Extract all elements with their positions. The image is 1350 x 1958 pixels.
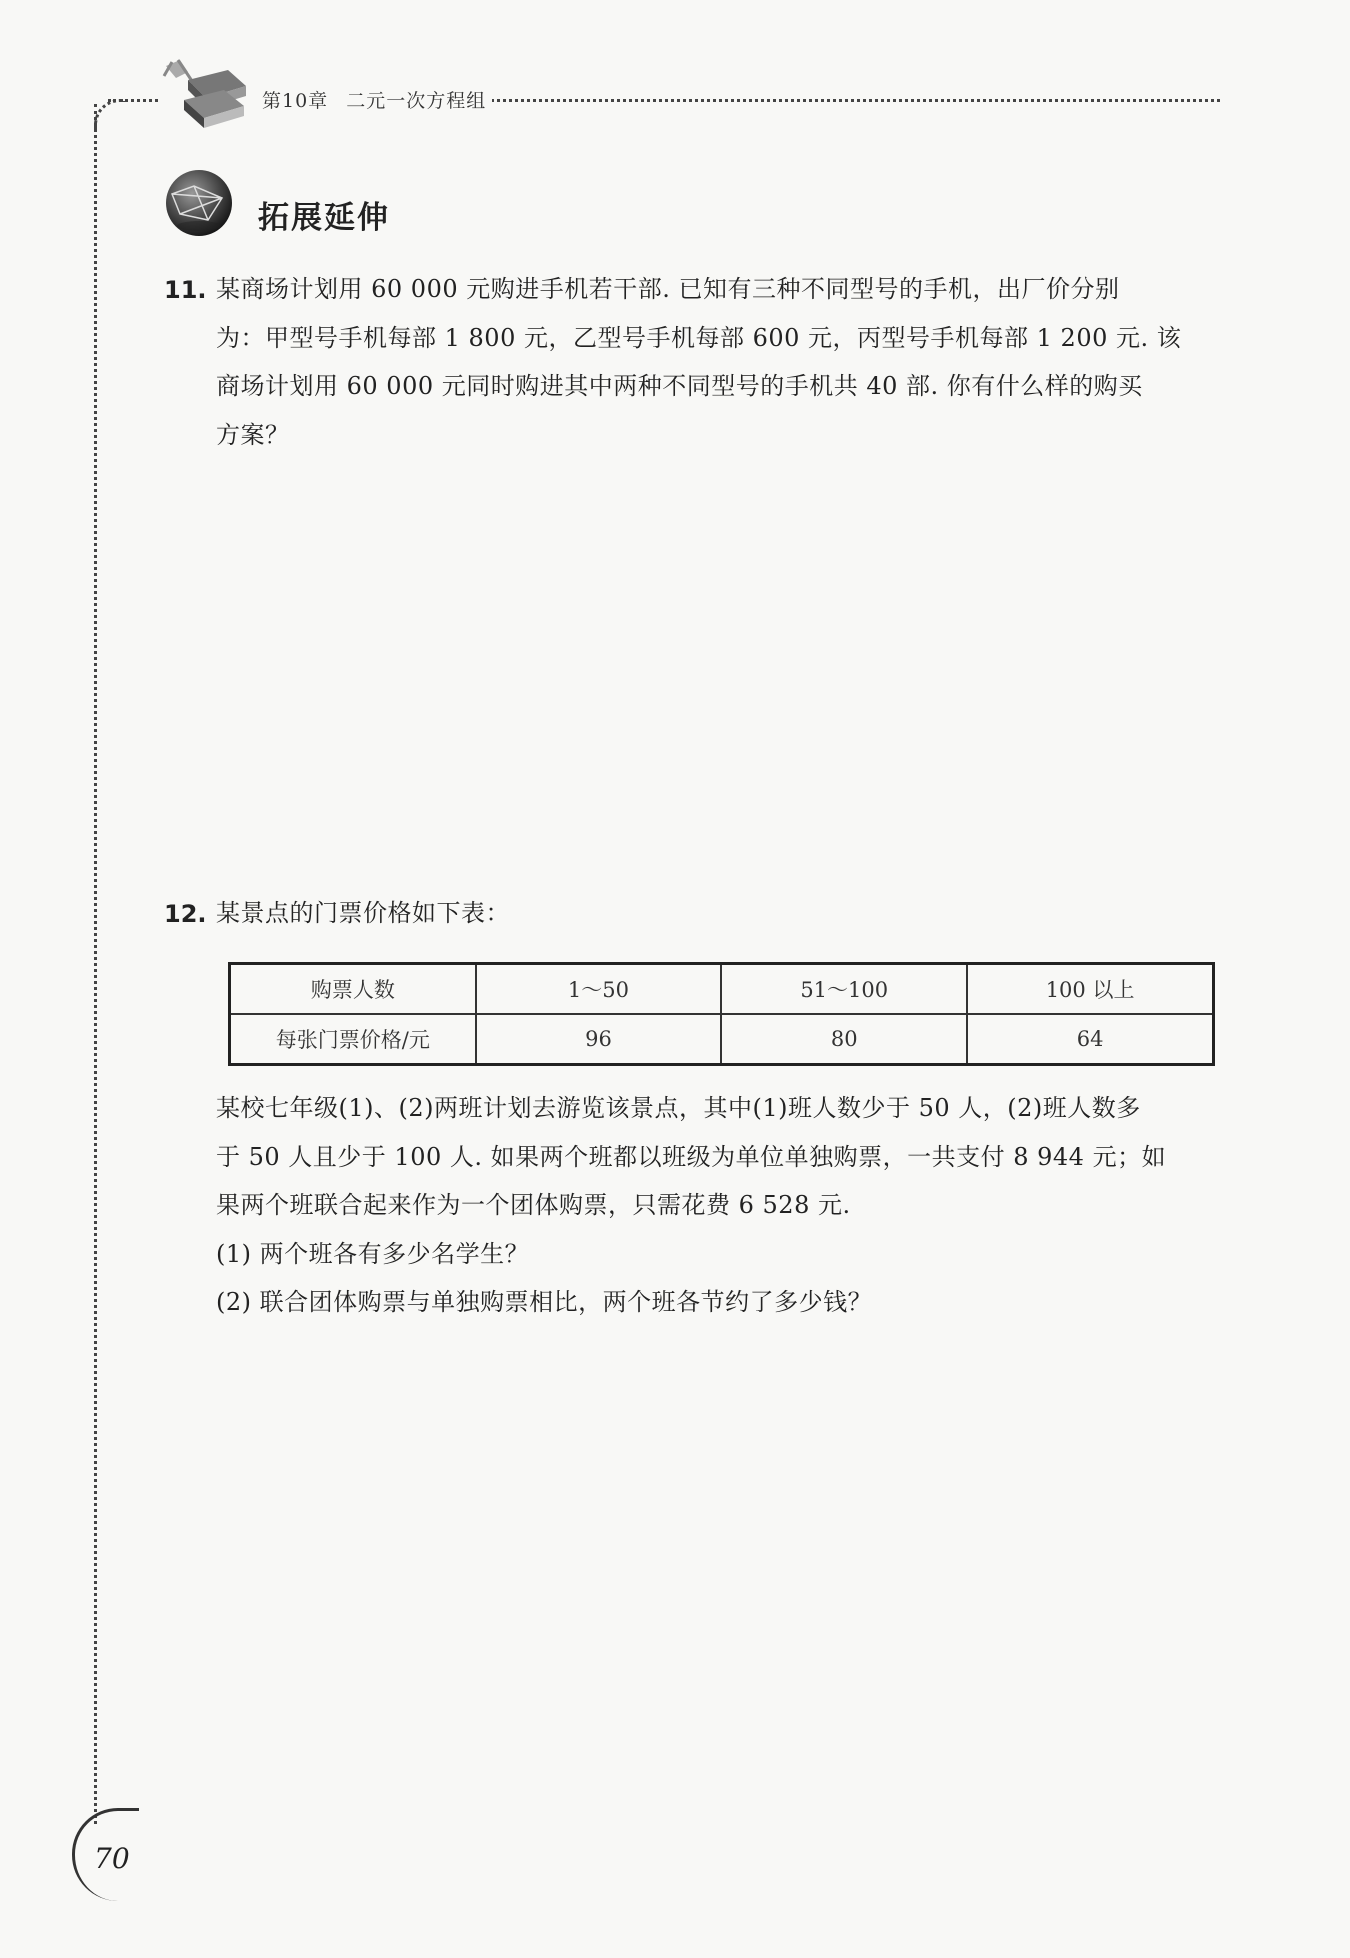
table-cell: 购票人数 [230, 964, 476, 1015]
margin-dotted-line [94, 104, 97, 1824]
question-11-number: 11. [164, 276, 207, 304]
q11-line: 商场计划用 60 000 元同时购进其中两种不同型号的手机共 40 部. 你有什么样的购买 [216, 372, 1143, 400]
q12-subquestion-2: (2) 联合团体购票与单独购票相比，两个班各节约了多少钱？ [216, 1288, 873, 1316]
question-12-number: 12. [164, 900, 207, 928]
question-12-intro: 某景点的门票价格如下表： [216, 899, 510, 927]
table-cell: 100 以上 [967, 964, 1213, 1015]
table-cell: 80 [721, 1014, 967, 1065]
table-cell: 96 [476, 1014, 722, 1065]
q12-subquestion-1: (1) 两个班各有多少名学生？ [216, 1239, 530, 1268]
section-title: 拓展延伸 [258, 200, 390, 236]
q12-line: 果两个班联合起来作为一个团体购票，只需花费 6 528 元. [216, 1191, 851, 1219]
q12-line: 某校七年级(1)、(2)两班计划去游览该景点，其中(1)班人数少于 50 人，(2)班人数多 [216, 1094, 1141, 1122]
table-cell: 每张门票价格/元 [230, 1014, 476, 1065]
q11-line: 某商场计划用 60 000 元购进手机若干部. 已知有三种不同型号的手机，出厂价分别 [216, 275, 1120, 303]
page-number: 70 [94, 1842, 130, 1875]
table-cell: 1～50 [476, 964, 722, 1015]
table-row [230, 1014, 1214, 1065]
q11-line: 为：甲型号手机每部 1 800 元，乙型号手机每部 600 元，丙型号手机每部 1 200 元. 该 [216, 323, 1182, 352]
books-icon [158, 56, 254, 134]
table-cell: 64 [967, 1014, 1213, 1065]
question-12-text [216, 1084, 1166, 1327]
q11-line: 方案？ [216, 420, 290, 449]
header-border-corner [94, 99, 125, 130]
table-cell: 51～100 [721, 964, 967, 1015]
globe-icon [164, 168, 234, 238]
chapter-title: 二元一次方程组 [346, 90, 487, 112]
question-11-text [216, 265, 1181, 459]
chapter-heading [256, 86, 492, 113]
table-row [230, 964, 1214, 1015]
q12-line: 于 50 人且少于 100 人. 如果两个班都以班级为单位单独购票，一共支付 8 944 元；如 [216, 1142, 1167, 1171]
ticket-price-table [228, 962, 1215, 1066]
chapter-label: 第10章 [262, 90, 329, 112]
